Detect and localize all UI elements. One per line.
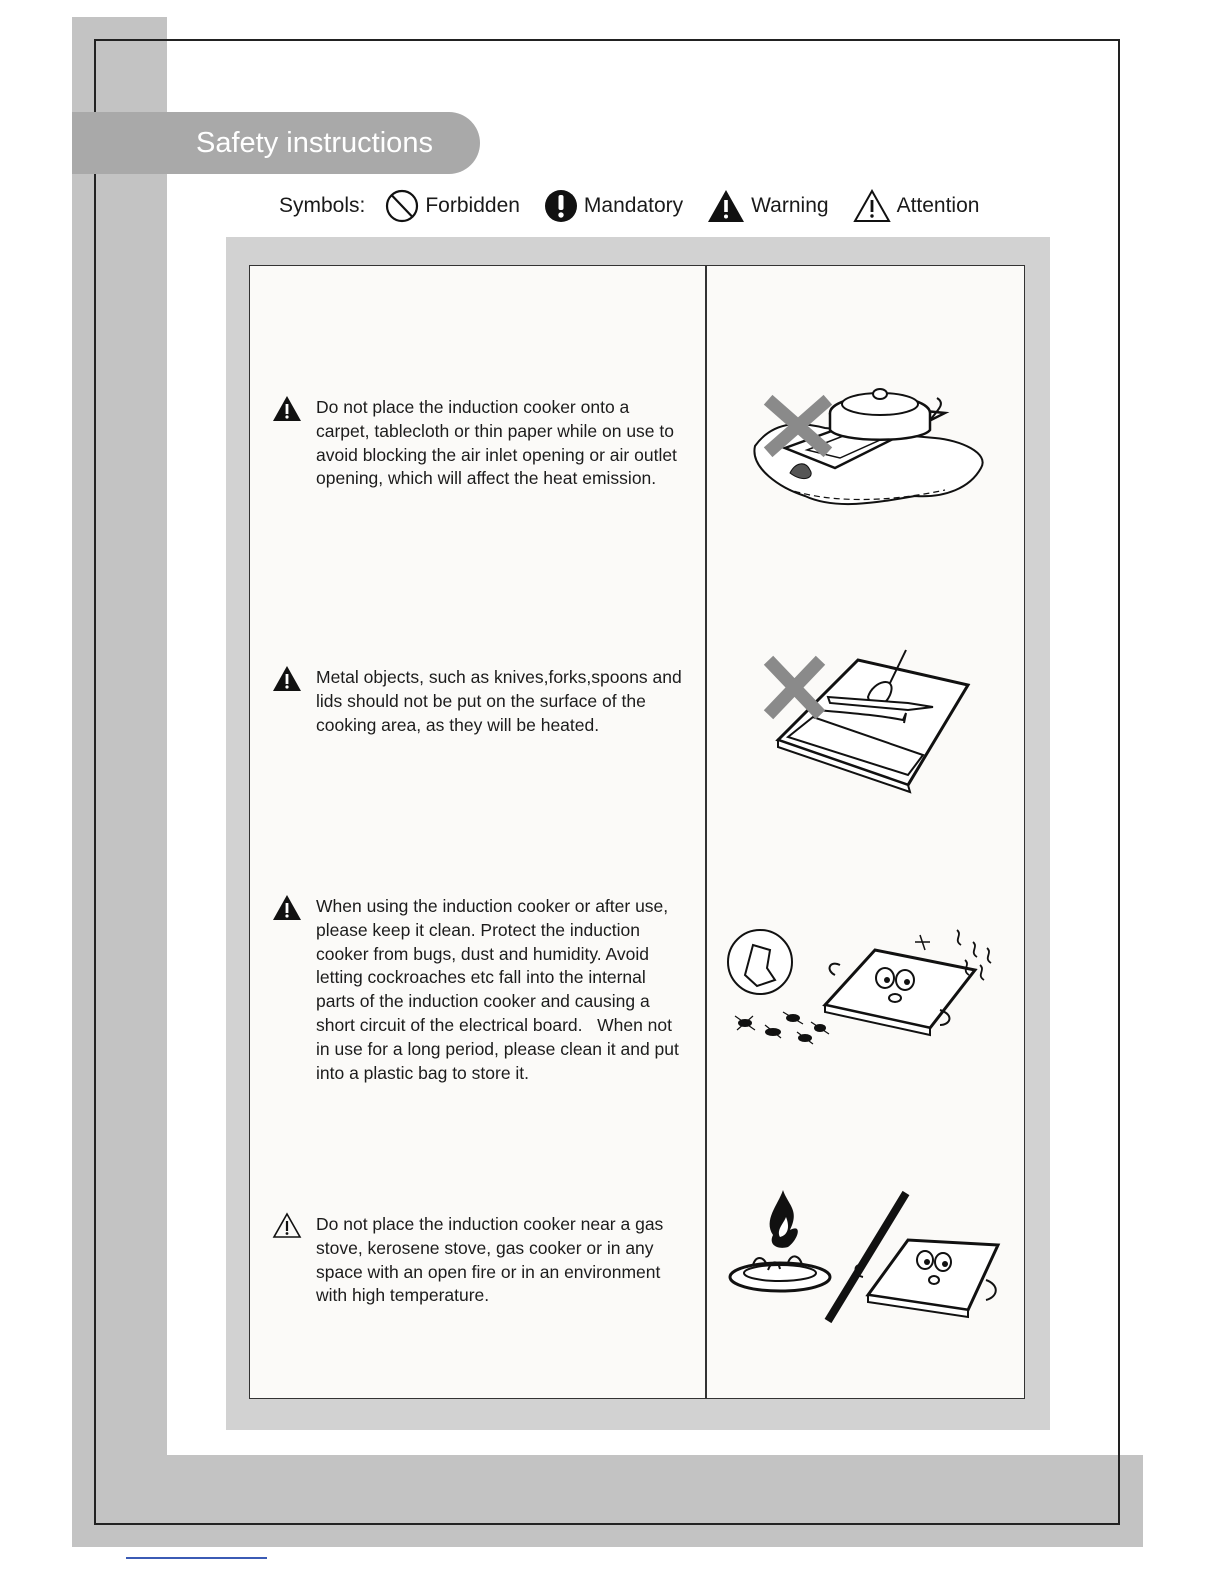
symbols-legend [279,188,1003,224]
symbol-mandatory-label: Mandatory [583,194,684,217]
attention-icon [853,189,891,223]
symbol-warning-label: Warning [751,194,829,217]
symbol-forbidden-label: Forbidden [425,194,520,217]
symbol-warning [707,189,828,223]
symbol-attention [853,189,980,223]
symbol-attention-label: Attention [896,194,980,217]
section-title: Safety instructions [72,112,480,174]
instruction-text: Do not place the induction cooker onto a carpet, tablecloth or thin paper while on use to avoid blocking the air inlet opening or air outlet opening, which will affect the heat emission. [316,397,677,489]
symbol-forbidden [385,189,520,223]
footer-underline [126,1557,267,1559]
cooker-on-carpet-illustration [745,378,990,513]
instruction-text: Do not place the induction cooker near a gas stove, kerosene stove, gas cooker or in any space with an open fire or in an environment with high temperature. [316,1214,664,1306]
table-column-divider [705,265,707,1399]
instruction-text: When using the induction cooker or after use, please keep it clean. Protect the induction cooker from bugs, dust and humidity. Avoid letting cockroaches etc fall into the internal parts of the induction cooker and causing a short circuit of the electrical board. When not in use for a long period, please clean it and put into a plastic bag to store it. [316,896,679,1083]
warning-icon [272,395,302,422]
symbols-label: Symbols: [279,194,366,217]
symbol-mandatory [544,189,683,223]
instruction-text: Metal objects, such as knives,forks,spoons and lids should not be put on the surface of the cooking area, as they will be heated. [316,667,682,735]
cooker-bugs-dust-illustration [725,920,1010,1055]
mandatory-icon [544,189,578,223]
forbidden-icon [385,189,419,223]
cooker-with-cutlery-illustration [758,645,978,795]
warning-icon [272,894,302,921]
cooker-near-fire-illustration [728,1185,1008,1325]
warning-icon [707,189,745,223]
attention-icon [272,1212,302,1239]
warning-icon [272,665,302,692]
